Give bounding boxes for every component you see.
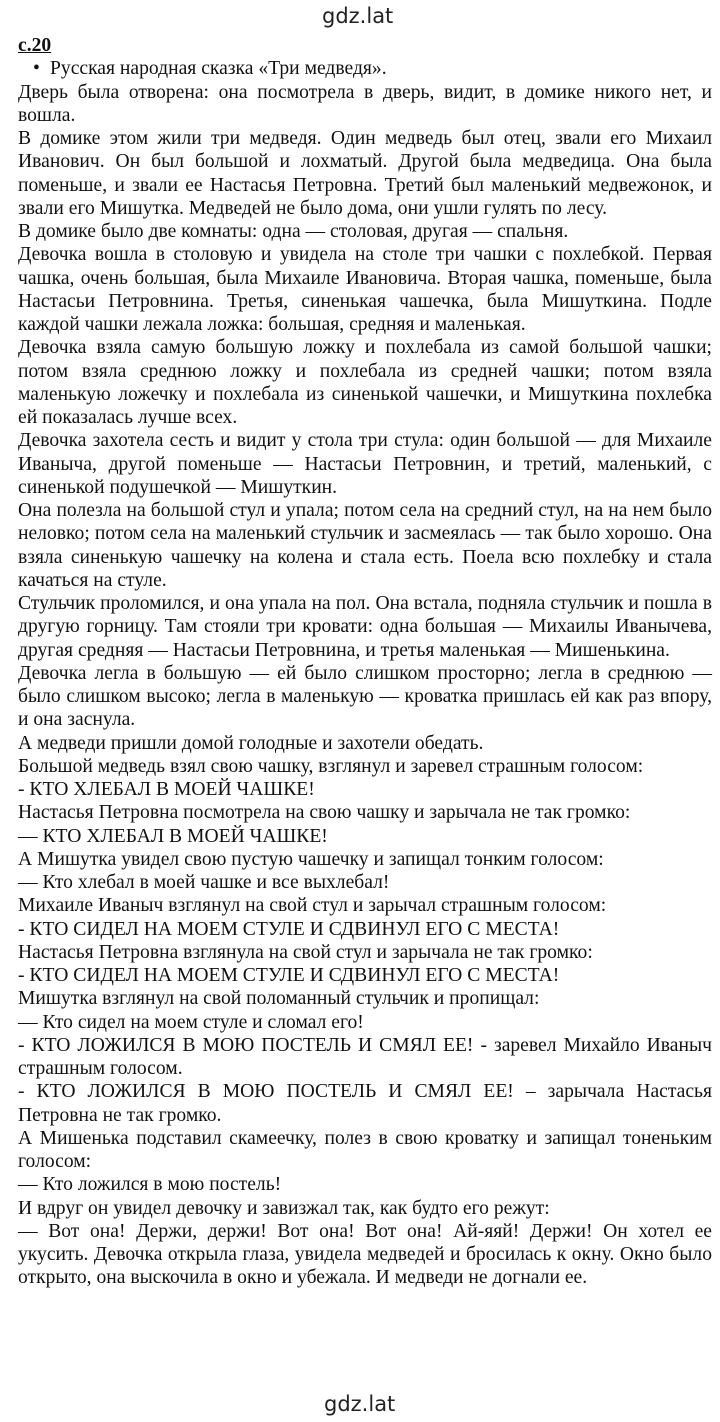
dialogue-line: — Кто сидел на моем стуле и сломал его! — [18, 1011, 364, 1033]
paragraph: Она полезла на большой стул и упала; потом села на средний стул, на на нем было неловко; потом села на маленький стульчик и засмеялась — так было хорошо. Она взяла синенькую чашечку на колена и стала есть. Поела всю похлебку и стала качаться на стуле. — [18, 500, 712, 591]
paragraph: Девочка захотела сесть и видит у стола три стула: один большой — для Михаиле Иваныча, другой поменьше — Настасьи Петровнин, и третий, маленький, с синенькой подушечкой — Мишуткин. — [18, 430, 712, 498]
dialogue-line: - КТО СИДЕЛ НА МОЕМ СТУЛЕ И СДВИНУЛ ЕГО С МЕСТА! — [18, 918, 560, 940]
bullet-marker: • — [33, 58, 40, 80]
paragraph: — Вот она! Держи, держи! Вот она! Вот она! Ай-яяй! Держи! Он хотел ее укусить. Девочка открыла глаза, увидела медведей и бросилась к окну. Окно было открыто, она выскочила в окно и убежала. И медведи не догнали ее. — [18, 1220, 712, 1289]
dialogue-line: - КТО ЛОЖИЛСЯ В МОЮ ПОСТЕЛЬ И СМЯЛ ЕЕ! – зарычала Настасья Петровна не так громко. — [18, 1081, 712, 1126]
paragraph: Большой медведь взял свою чашку, взглянул и заревел страшным голосом: — [18, 755, 644, 777]
paragraph: А Мишутка увидел свою пустую чашечку и запищал тонким голосом: — [18, 848, 604, 870]
paragraph: В домике этом жили три медведя. Один медведь был отец, звали его Михаил Иванович. Он был большой и лохматый. Другой была медведица. Она была поменьше, и звали ее Настасья Петровна. Третий был маленький медвежонок, и звали его Мишутка. Медведей не было дома, они ушли гулять по лесу. — [18, 128, 712, 219]
paragraph: Девочка взяла самую большую ложку и похлебала из самой большой чашки; потом взяла среднюю ложку и похлебала из средней чашки; потом взяла маленькую ложечку и похлебала из синенькой чашечки, и Мишуткина похлебка ей показалась лучше всех. — [18, 337, 712, 428]
paragraph: Мишутка взглянул на свой поломанный стульчик и пропищал: — [18, 988, 540, 1010]
dialogue-line: — КТО ХЛЕБАЛ В МОЕЙ ЧАШКЕ! — [18, 825, 328, 847]
paragraph: А медведи пришли домой голодные и захотели обедать. — [18, 732, 484, 754]
paragraph: Настасья Петровна взглянула на свой стул и зарычала не так громко: — [18, 941, 593, 963]
dialogue-line: - КТО ХЛЕБАЛ В МОЕЙ ЧАШКЕ! — [18, 779, 315, 800]
watermark-bottom: gdz.lat — [324, 1392, 396, 1416]
paragraph: Девочка вошла в столовую и увидела на столе три чашки с похлебкой. Первая чашка, очень большая, была Михаиле Ивановича. Вторая чашка, поменьше, была Настасьи Петровнина. Третья, синенькая чашечка, была Мишуткина. Подле каждой чашки лежала ложка: большая, средняя и маленькая. — [18, 244, 712, 335]
bullet-text: Русская народная сказка «Три медведя». — [50, 58, 387, 80]
paragraph: Девочка легла в большую — ей было слишком просторно; легла в среднюю — было слишком высоко; легла в маленькую — кроватка пришлась ей как раз впору, и она заснула. — [18, 662, 712, 731]
bullet-item — [18, 57, 712, 80]
dialogue-line: - КТО ЛОЖИЛСЯ В МОЮ ПОСТЕЛЬ И СМЯЛ ЕЕ! - заревел Михайло Иваныч страшным голосом. — [18, 1034, 712, 1079]
document-body — [18, 34, 712, 1290]
dialogue-line: — Кто хлебал в моей чашке и все выхлебал! — [18, 872, 390, 893]
paragraph: В домике было две комнаты: одна — столовая, другая — спальня. — [18, 221, 569, 242]
paragraph: Михаиле Иваныч взглянул на свой стул и зарычал страшным голосом: — [18, 895, 607, 917]
paragraph: А Мишенька подставил скамеечку, полез в свою кроватку и запищал тоненьким голосом: — [18, 1127, 712, 1172]
watermark-top: gdz.lat — [322, 4, 394, 28]
paragraph: Дверь была отворена: она посмотрела в дверь, видит, в домике никого нет, и вошла. — [18, 81, 712, 126]
dialogue-line: - КТО СИДЕЛ НА МОЕМ СТУЛЕ И СДВИНУЛ ЕГО С МЕСТА! — [18, 965, 560, 986]
paragraph: Настасья Петровна посмотрела на свою чашку и зарычала не так громко: — [18, 802, 631, 824]
paragraph: И вдруг он увидел девочку и завизжал так, как будто его режут: — [18, 1197, 550, 1219]
page-heading: с.20 — [18, 35, 52, 56]
paragraph: Стульчик проломился, и она упала на пол. Она встала, подняла стульчик и пошла в другую горницу. Там стояли три кровати: одна большая — Михаилы Иванычева, другая средняя — Настасьи Петровнина, и третья маленькая — Мишенькина. — [18, 593, 712, 661]
dialogue-line: — Кто ложился в мою постель! — [18, 1174, 282, 1196]
